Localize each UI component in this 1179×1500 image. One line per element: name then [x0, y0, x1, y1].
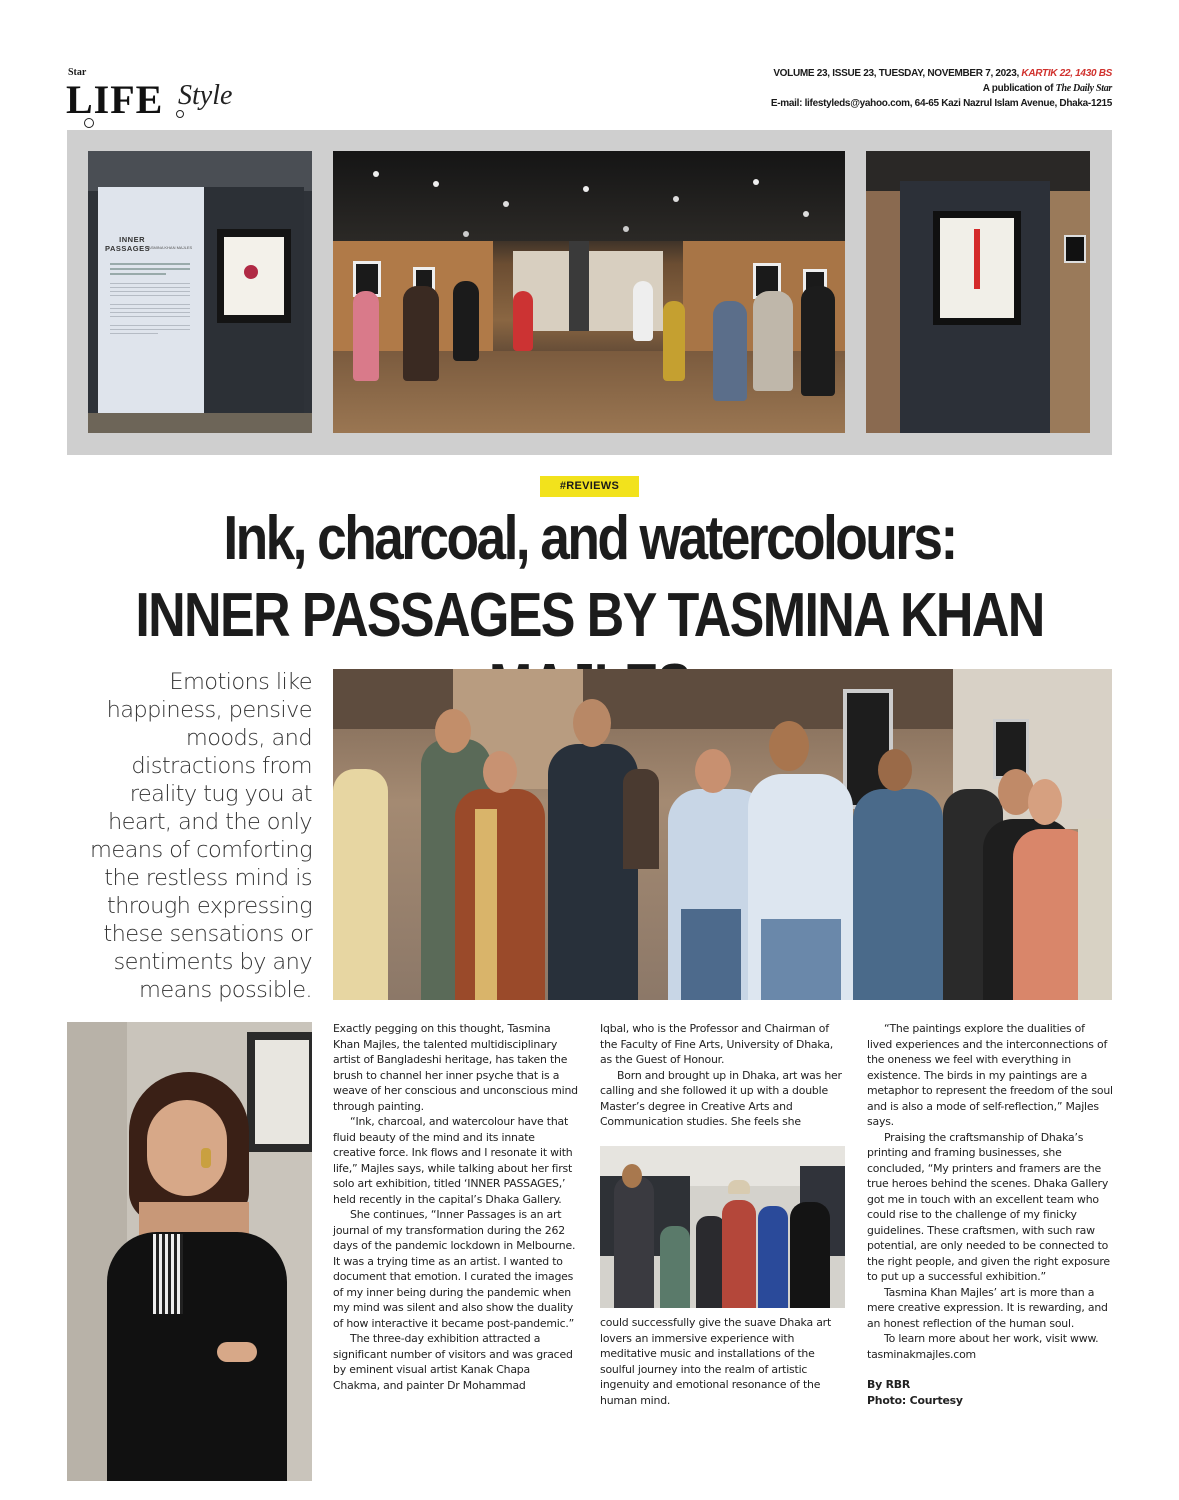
bangla-date: KARTIK 22, 1430 BS	[1021, 68, 1112, 79]
photo-credit: Photo: Courtesy	[867, 1393, 963, 1407]
paragraph: “The paintings explore the dualities of lived experiences and the interconnections of the oneness we feel with everything in existence. The birds in my paintings are a metaphor to represent the freedom of the soul and is also a mode of self-reflection,” Majles says.	[867, 1022, 1113, 1128]
paragraph: The three-day exhibition attracted a significant number of visitors and was graced by eminent visual artist Kanak Chapa Chakma, and painter Dr Mohammad	[333, 1332, 573, 1392]
paragraph: Born and brought up in Dhaka, art was her calling and she followed it up with a double Master’s degree in Creative Arts and Communication studies. She feels she	[600, 1068, 842, 1128]
article-column-3	[867, 1021, 1113, 1408]
article-column-2-top	[600, 1021, 846, 1130]
publication-info	[771, 66, 1112, 111]
artist-portrait-photo	[67, 1022, 312, 1481]
paragraph: Iqbal, who is the Professor and Chairman of the Faculty of Fine Arts, University of Dhaka, as the Guest of Honour.	[600, 1022, 834, 1066]
article-column-1	[333, 1021, 579, 1393]
contact-line: E-mail: lifestyleds@yahoo.com, 64-65 Kazi Nazrul Islam Avenue, Dhaka-1215	[770, 98, 1112, 109]
paragraph: To learn more about her work, visit www. tasminakmajles.com	[867, 1332, 1099, 1361]
headline-line-2: INNER PASSAGES BY TASMINA KHAN	[135, 581, 1044, 650]
group-visitors-photo	[333, 669, 1112, 1000]
byline: By RBR	[867, 1378, 911, 1391]
exhibition-panel-photo	[88, 151, 312, 433]
publisher-name: The Daily Star	[1055, 83, 1112, 94]
paragraph: Praising the craftsmanship of Dhaka’s printing and framing businesses, she concluded, “My printers and framers are the true heroes behind the scenes. Dhaka Gallery got me in touch with an excellent team who could rise to the challenge of my finicky guidelines. These craftsmen, with such raw potential, are only needed to be connected to the right people, and given the right exposure to put up a successful exhibition.”	[867, 1130, 1110, 1283]
red-painting-photo	[866, 151, 1090, 433]
volume-line: VOLUME 23, ISSUE 23, TUESDAY, NOVEMBER 7, 2023,	[773, 68, 1019, 79]
article-column-2-bottom	[600, 1315, 846, 1408]
publication-prefix: A publication of	[982, 83, 1054, 94]
paragraph: “Ink, charcoal, and watercolour have that fluid beauty of the mind and its innate creative force. Ink flows and I resonate it with life,” Majles says, while talking about her first solo art exhibition, titled ‘INNER PASSAGES,’ held recently in the capital’s Dhaka Gallery.	[333, 1115, 573, 1206]
logo-star-text: Star	[68, 67, 87, 78]
gallery-hall-photo	[333, 151, 845, 433]
logo-ornament-icon	[176, 110, 184, 118]
logo-ornament-icon	[84, 118, 94, 128]
pull-quote: Emotions like happiness, pensive moods, and distractions from reality tug you at heart, and the only means of comforting the restless mind is through expressing these sensations or sentiments by any means possible.	[90, 669, 312, 1003]
paragraph: could successfully give the suave Dhaka art lovers an immersive experience with meditative music and installations of the soulful journey into the realm of artistic ingenuity and emotional resonance of the human mind.	[600, 1316, 832, 1407]
panel-artist: TASMINA KHAN MAJLES	[146, 245, 193, 250]
paragraph: She continues, “Inner Passages is an art journal of my transformation during the 262 days of the pandemic lockdown in Melbourne. It was a trying time as an artist. I wanted to document that emotion. I curated the images of my inner being during the pandemic when my mind was silent and also show the duality of how interactive it became post-pandemic.”	[333, 1208, 576, 1330]
panel-title: INNER PASSAGES	[105, 235, 151, 253]
logo-life-text: LIFE	[66, 77, 164, 122]
paragraph: Tasmina Khan Majles’ art is more than a mere creative expression. It is rewarding, and an honest reflection of the human soul.	[867, 1285, 1108, 1330]
headline-line-1: Ink, charcoal, and watercolours:	[223, 504, 956, 573]
guests-photo	[600, 1146, 845, 1308]
logo-style-text: Style	[178, 80, 233, 111]
paragraph: Exactly pegging on this thought, Tasmina Khan Majles, the talented multidisciplinary artist of Bangladeshi heritage, has taken the brush to channel her inner psyche that is a weave of her conscious and unconscious mind through painting.	[333, 1022, 578, 1113]
reviews-tag: #REVIEWS	[540, 476, 639, 497]
